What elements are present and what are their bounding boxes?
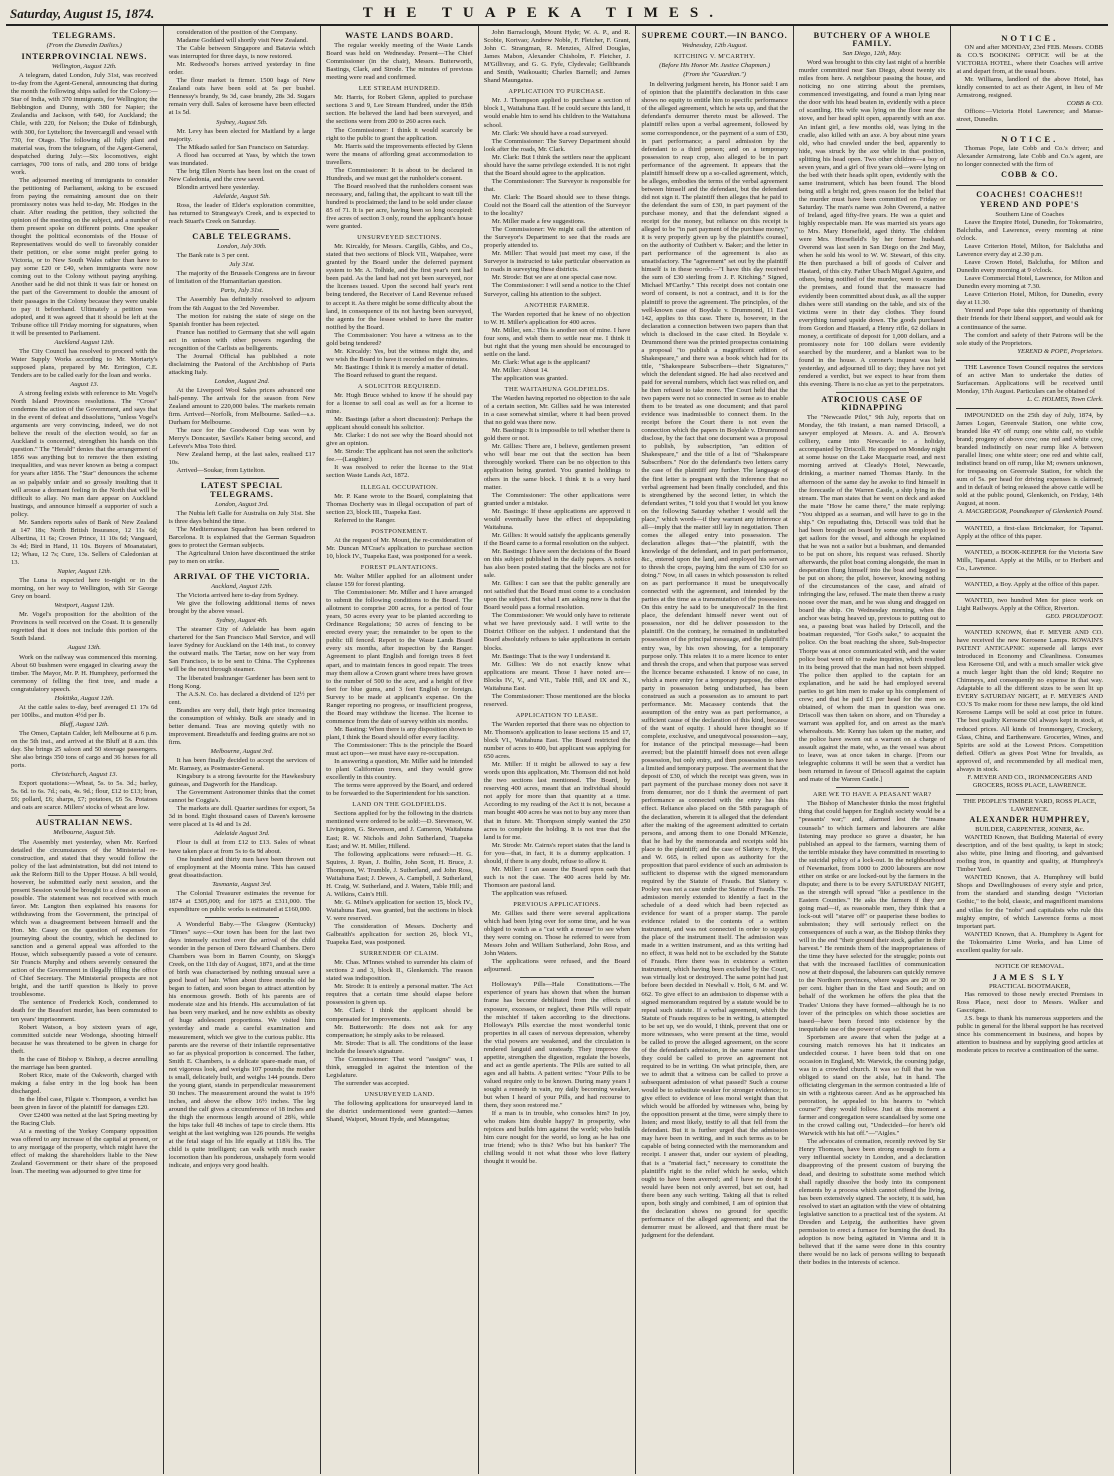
section-heading: TELEGRAMS. bbox=[52, 31, 117, 40]
newspaper-title: THE TUAPEKA TIMES. bbox=[362, 5, 724, 21]
section-heading: CABLE TELEGRAMS. bbox=[192, 232, 292, 242]
divider bbox=[205, 917, 278, 918]
column-2 bbox=[164, 26, 322, 1474]
paragraph: Robert Watson, a boy sixteen years of age, committed suicide near Wodonga, shooting himself because he was threatened to be given in charge for theft. bbox=[11, 1023, 158, 1055]
paragraph: In the case of Bishop v. Bishop, a decree annulling the marriage has been granted. bbox=[11, 1055, 158, 1071]
dateline: Tasmania, August 3rd. bbox=[212, 880, 272, 888]
advertisement bbox=[956, 593, 1103, 625]
ad-title: NOTICE. bbox=[1001, 33, 1059, 43]
paragraph: Kingsbury is a strong favourite for the Hawkesbury guineas, and Dagworth for the Handicap. bbox=[168, 773, 316, 789]
paragraph: Mr. Miller, sen.: This is another son of mine. I have four sons, and wish them to settle near me. I think it but right that the young men should be encouraged to settle on the land. bbox=[483, 326, 631, 358]
paragraph: The surrender was accepted. bbox=[334, 1079, 410, 1087]
subheading: LEE STREAM HUNDRED. bbox=[358, 85, 441, 93]
paragraph: Mr. Strode: The applicant has not seen the solicitor's fee.—(Laughter.) bbox=[326, 448, 473, 464]
paragraph: Mr. Gillies: We do not exactly know what applications are meant. Those I have noted are—Blocks IV., V., and VII., Table Hill, and IX and X., Waitahuna East. bbox=[483, 660, 631, 692]
paragraph: Mr. Miller: That would just meet my case, if the Surveyor is instructed to take particular observation as to roads in surveying these districts. bbox=[483, 250, 631, 274]
column-3 bbox=[321, 26, 479, 1474]
paragraph: The Commissioner: Those mentioned are the blocks reserved. bbox=[483, 692, 631, 708]
dateline: July 31st. bbox=[229, 261, 255, 269]
column-7-advertisements bbox=[951, 26, 1108, 1474]
paragraph: Blondin arrived here yesterday. bbox=[176, 183, 260, 191]
paragraph: A flood has occurred at Yass, by which the town was inundated. bbox=[168, 151, 316, 167]
court-note: (Before His Honor Mr. Justice Chapman.) bbox=[659, 62, 771, 70]
ad-signature: F. MEYER AND CO., IRONMONGERS AND GROCERS, ROSS PLACE, LAWRENCE. bbox=[967, 773, 1093, 789]
paragraph: The application was refused. bbox=[491, 889, 568, 897]
subheading: ANOTHER FARMER. bbox=[524, 301, 590, 309]
paragraph: Mr. Strode: It is entirely a personal matter. The Act requires that a certain time should elapse before possession is given up. bbox=[326, 983, 473, 1007]
ad-body: Leave Commercial Hotel, Lawrence, for Milton and Dunedin every morning at 7.30. bbox=[956, 275, 1104, 291]
subheading: KITCHING V. M'CARTHY. bbox=[673, 53, 756, 61]
paragraph: The Commissioner: You have a witness as to the gold being tendered? bbox=[326, 331, 473, 347]
paragraph: Mr. Gillies: It would satisfy the applicants generally if the Board came to a formal resolution on the subject. bbox=[483, 531, 631, 547]
paragraph: If a man is in trouble, who consoles him? In joy, who makes him double happy? In prosperity, who rejoices and builds him against the world; who builds him cure nought for the world, so long as he has one true friend; who is this? Who but his banker? The chilling would it not what those who love flattery thought it would be. bbox=[483, 1110, 631, 1166]
paragraph: The Nubia left Galle for Australia on July 31st. She is three days behind the time. bbox=[168, 509, 316, 525]
dateline: London, August 2nd. bbox=[214, 377, 270, 385]
paragraph: The race for the Goodwood Cup was won by Merry's Doncaster, Saville's Kaiser being second, and Lefevre's Miss Toto third. bbox=[168, 427, 316, 451]
paragraph: The flour market is firmer. 1500 bags of New Zealand oats have been sold at 5s per bushel. Hennessy's brandy, 9s 3d, case brandy, 28s 3d. Sugars remain very dull. Sales of kerosene have been effected at 1s 5d. bbox=[168, 77, 316, 117]
paragraph: Robert Rice, mate of the Oakworth, charged with making a false entry in the log book has been discharged. bbox=[11, 1071, 158, 1095]
paragraph: It has been finally decided to accept the services of Mr. Ramsey, as Postmaster-General. bbox=[168, 756, 316, 773]
paragraph: Ross, the leader of Elder's exploration committee, has returned to Strangway's Creek, and is expected to reach Stuart's Creek on Saturday. bbox=[168, 201, 316, 226]
paragraph: Mr. Clark: What age is the applicant? bbox=[491, 358, 591, 366]
subheading: UNSURVEYED LAND. bbox=[364, 1090, 435, 1098]
paragraph: The Commissioner: It is about to be declared in Hundreds, and we must get the runholder's consent. bbox=[326, 166, 473, 182]
paragraph: A telegram, dated London, July 31st, was received to-day from the Agent-General, announcing that during the month the following ships sailed for the Colony:—Star of India, with 370 immigrants, for Wellington; the Bebbington and Dunny, with 380 for Napier; the Zealandia and Jackson, with 640, for Auckland; the Chile, with 220, for Nelson; the Duke of Edinburgh, with 300, for Lyttelton; the Invercargill and vessel with 730, for Otago. The following all fully plant and material was, from the telegram, of the Agent-General, despatched during July:—Six locomotives, eight carriages, 700 tons of rails, and 280 tons of bridge work. bbox=[11, 72, 158, 176]
subheading: ARE WE TO HAVE A PEASANT WAR? bbox=[812, 791, 932, 799]
paragraph: Mr. Bastings: If these applications are approved it would eventually have the effect of depopulating Waitahuna. bbox=[483, 507, 631, 531]
paragraph: The "Newcastle Pilot," 9th July, reports that on Monday, the 6th instant, a man named Driscoll, a sawyer employed at Messrs. A. and A. Brown's colliery, came into Newcastle to a holiday, accompanied by Driscoll. He stopped on Monday night at some house on the Lake Macquarie road, and next morning arrived at Cleady's Hotel, Newcastle, drinking, a mariner named Thomas Hardy. In the afternoon of the same day he awoke to find himself in the forecastle of the Warren Castle, a ship lying in the stream. The man states that he went on deck and asked the mate "How he came there," the mate replying: "You shipped as a seaman, and will have to go in the ship." On repudiating this, Driscoll was told that he had been brought on board by some one employed to get sailors for the vessel, and although he explained that he was not a sailor but a bushman, and demanded to be put on shore, his request was refused. Shortly afterwards, the pilot boat coming alongside, the man in desperation flung himself into the boat and begged to be put on shore; the pilot, however, knowing nothing of the circumstances of the case, and afraid of infringing the law, refused. The mate then threw a rusty noose over the man, and he was slung and dragged on board the ship. On Wednesday morning, when the anchor was being heaved up, previous to putting out to sea, a passing boat was hailed by Driscoll, and the boatman requested, "for God's sake," to acquaint the police. On the boat reaching the shore, Sub-Inspector Thorpe was at once communicated with, and the water police boat went off to make inquiries, which resulted in its being proved that the man had not been shipped. The police then applied to the captain for an explanation, and he said he had employed several parties to get him men to make up his complement of crew; and that he paid £1 per head for the men so obtained, of whom the man in question was one. Driscoll was then taken on shore, and on Thursday a warrant was applied for, and on arrest as the man's whereabouts. Mr. Kenny has taken up the matter, and the police have sworn out a warrant on a charge of assault against the mate, who, as the vessel was about to leave, was at once taken in charge. [From our telegraphic columns it will be seen that a verdict has been returned in favour of Driscoll against the captain and mate of the Warren Castle.] bbox=[798, 414, 946, 784]
ad-body: Mr. Williams, landlord of the above Hotel, has kindly consented to act as their Agent, in lieu of Mr Armstrong, resigned. bbox=[956, 76, 1104, 100]
paragraph: The Board resolved that the runholders consent was necessary, and, failing that, the applicant to wait till the hundred is proclaimed; the land to be sold under clause 85 of 71. It is per acre, having been so long occupied: five acres of section 3 only, round the applicant's house were granted. bbox=[326, 182, 473, 231]
subheading: APPLICATION TO LEASE. bbox=[515, 711, 599, 719]
column-5 bbox=[636, 26, 794, 1474]
dateline: Adelaide August 3rd. bbox=[214, 830, 270, 838]
paragraph: We give the following additional items of news brought by the above vessel. bbox=[168, 600, 316, 616]
dateline: Christchurch, August 13. bbox=[51, 771, 118, 779]
subheading: POSTPONEMENT. bbox=[371, 527, 428, 535]
paragraph: The Mediterranean Squadron has been ordered to Barcelona. It is explained that the German Squadron goes to protect the German subjects. bbox=[168, 525, 316, 549]
paragraph: Mr. Sanders reports sales of Bank of New Zealand at 147 18s; North British Insurance, 12 11s 6d; Albertina, 11 6s; Crown Prince, 11 10s 6d; Vanguard, 3s 4d; Bird in Hand, 11 10s. Buyers of Moanataiari, 12; Whau, 12 7s; Cure, 13s. Sellers of Caledonian at 13. bbox=[11, 518, 158, 566]
divider bbox=[836, 392, 909, 393]
masthead bbox=[6, 0, 1108, 26]
columns bbox=[6, 26, 1108, 1474]
ad-body: Leave Criterion Hotel, Milton, for Balclutha and Lawrence every day at 2.30 p.m. bbox=[956, 243, 1104, 259]
paragraph: The following applications for unsurveyed land in the district undermentioned were granted:—James Shand, Waipori, Mount Hyde, and Maungatua; bbox=[326, 1100, 473, 1124]
paragraph: Mr. Kircaldy: Yes, but the witness might die, and we wish the Board to have it recorded on the minutes. bbox=[326, 347, 473, 363]
section-heading: ATROCIOUS CASE OF KIDNAPPING bbox=[821, 395, 924, 413]
paragraph: Mr. Miller: I can assure the Board upon oath that such is not the case. The 400 acres held by Mr. Thomson are pastoral land. bbox=[483, 865, 631, 889]
paragraph: It was resolved to refer the license to the 91st section Waste Lands Act, 1872. bbox=[326, 464, 473, 480]
subheading: A SOLICITOR REQUIRED. bbox=[357, 382, 441, 390]
advertisement bbox=[956, 959, 1103, 1060]
paragraph: The Bank rate is 3 per cent. bbox=[176, 252, 250, 260]
paragraph: Mr. Bastings: It is impossible to tell whether there is gold there or not. bbox=[483, 427, 631, 443]
paragraph: Mr. Levy has been elected for Maitland by a large majority. bbox=[168, 127, 316, 143]
paragraph: The advocates of cremation, recently revived by Sir Henry Thomson, have been strong enough to form a very influential society in London, and a declaration disapproving of the present custom of burying the dead, and desiring to substitute some method which shall rapidly dissolve the body into its component elements by a process which cannot offend the living, has been extensively signed. The society, it is said, has resolved to start an agitation with the view of obtaining legislative sanction to a practical test of the system. At Dresden and Leipzig, the authorities have given permission to erect a furnace for burning the dead. Its adoption is now being agitated in Vienna and it is believed that if the same were done in this country there would be no lack of persons willing to bequeath their bodies in the interests of science. bbox=[798, 1138, 946, 1267]
paragraph: The Cable between Singapore and Batavia which was interrupted for three days, is now restored. bbox=[168, 45, 316, 61]
ad-heading: JAMES SLY bbox=[992, 971, 1067, 982]
paragraph: The Government Astronomer thinks that the comet cannot be Coggia's. bbox=[168, 789, 316, 805]
section-heading: AUSTRALIAN NEWS. bbox=[35, 818, 133, 828]
dateline: Wednesday, 12th August. bbox=[681, 42, 748, 50]
paragraph: The Assembly met yesterday, when Mr. Kerford detailed the circumstances of the Ministerial re-construction, and stated that they would follow the policy of the last administration, but did not intend to ask the Reform Bill to the Upper House. A bill would, however, be submitted early next session, and the present Session would be brought to a close as soon as possible. The statement was not received with much favor. Mr. Langton then explained his reasons for withdrawing from the Government, the principal of which was a disagreement between himself and the Hon. Mr. Casey on the question of expenses for journeying about the country, which he declined to sanction and a general appeal was afforded to the House, which subsequently passed a vote of censure. Sir Francis Murphy and others severely censured the action of the Government in illegally filling the office of Chief Secretary. The Ministerial prospects are not bright, and the tariff question is likely to prove troublesome. bbox=[11, 838, 158, 999]
divider bbox=[205, 478, 278, 479]
paragraph: Holloway's Pills—Hale Constitutions.—The experience of years has shown that when the human frame has become debilitated from the effects of exposure, excesses, or neglect, these Pills will repair the mischief if taken according to the directions. Holloway's Pills exercise the most wonderful tonic properties in all cases of nervous depression, whereby the vital powers are weakened, and the circulation is rendered languid and unsteady. They improve the appetite, strengthen the digestion, regulate the bowels, and act as gentle aperients. The Pills are suited to all ages and all habits. A patient writes: "Your Pills to be valued require only to be known. During many years I sought a remedy in vain, my daily becoming weaker, but when I heard of your Pills, and had recourse to them, they soon restored me." bbox=[483, 981, 631, 1110]
paragraph: The A.S.N. Co. has declared a dividend of 12½ per cent. bbox=[168, 690, 316, 706]
dateline: August 13th. bbox=[67, 644, 101, 652]
paragraph: The Commissioner: That word "assigns" was, I think, smuggled in against the intention of the Legislature. bbox=[326, 1055, 473, 1079]
dateline: London, July 30th. bbox=[217, 243, 267, 251]
paragraph: The motion for raising the state of siege on the Spanish frontier has been rejected. bbox=[168, 312, 316, 328]
dateline: Auckland August 12th. bbox=[54, 338, 115, 346]
paragraph: The regular weekly meeting of the Waste Lands Board was held on Wednesday. Present—The Chief Commissioner (in the chair), Messrs. Butterworth, Bastings, Clark, and Strode. The minutes of previous meeting were read and confirmed. bbox=[326, 42, 473, 82]
paragraph: Mr. Clark: But I think the settlers near the applicant should have the same privilege extended. It is not right that the Board should agree to the application. bbox=[483, 153, 631, 177]
paragraph: Mr. Kircaldy, for Messrs. Cargills, Gibbs, and Co., stated that two sections of Block VII., Waipahee, were granted by the Board under the deferred payment system to Mr. A. Tolhide, and the first year's rent had been paid. As the land had not yet been surveyed, nor the licenses issued. Upon the second half year's rent being tendered, the Receiver of Land Revenue refused to accept it. As there might be some difficulty about the land, in consequence of its not having been surveyed, the agents for the lessee wished to have the matter notified by the Board. bbox=[326, 243, 473, 331]
paragraph: Mr. Chas. M'Innes wished to surrender his claim of sections 2 and 3, block II., Glenkenich. The reason stated was indisposition. bbox=[326, 959, 473, 983]
subheading: THE WAITAHUNA GOLDFIELDS. bbox=[504, 386, 610, 394]
paragraph: The Commissioner: We might call the attention of the Surveyor's Department to see that the roads are properly attended to. bbox=[483, 226, 631, 250]
paragraph: The Warden reported that there was no objection to Mr. Thomson's application to lease sections 15 and 17, block VI., Waitahuna East. The Board restricted the number of acres to 400, but applicant was applying for 650 acres. bbox=[483, 720, 631, 761]
section-heading: BUTCHERY OF A WHOLE FAMILY. bbox=[813, 31, 931, 49]
paragraph: The Warden having reported no objection to the sale of a certain section, Mr. Gillies said he was interested in a case somewhat similar, where it had been proved that no gold was there now. bbox=[483, 395, 631, 427]
dateline: Auckland, August 12th. bbox=[211, 583, 273, 590]
ad-title: NOTICE. bbox=[1001, 133, 1059, 144]
dateline: Melbourne, August 3rd. bbox=[210, 747, 274, 755]
dateline: Hokitika, August 12th. bbox=[54, 694, 114, 702]
paragraph: In answering a question, Mr. Miller said he intended to plant Californian trees, and they would grow excellently in this country. bbox=[326, 758, 473, 782]
ad-body: Offices:—Victoria Hotel Lawrence; and Manse-street, Dunedin. bbox=[956, 108, 1104, 124]
advertisement bbox=[956, 521, 1103, 545]
paragraph: The liberated bushranger Gardener has been sent to Hong Kong. bbox=[168, 674, 316, 690]
divider bbox=[205, 569, 278, 570]
section-heading: SUPREME COURT.—IN BANCO. bbox=[641, 31, 788, 40]
paragraph: Mr. P. Kane wrote to the Board, complaining that Thomas Docherty was in illegal occupation of part of section 23, block III., Tuapeka East. bbox=[326, 492, 473, 516]
ad-title: NOTICE OF REMOVAL. bbox=[995, 962, 1065, 970]
dateline: Sydney, August 5th. bbox=[216, 118, 268, 126]
paragraph: Mr. Miller: About 14. bbox=[491, 366, 549, 374]
advertisement bbox=[956, 129, 1103, 185]
ad-subheading: BUILDER, CARPENTER, JOINER, &c. bbox=[975, 826, 1085, 834]
advertisement bbox=[956, 794, 1103, 959]
paragraph: Word was brought to this city last night of a horrible murder committed near San Diego, about twenty six miles from here. A neighbour passing the house, and noticing no one stirring about the premises, commenced investigating, and found a man lying near the door with his head beaten in, evidently with a piece of scantling. His wife was lying on the floor near the stove, and her head split open, apparently with an axe. An infant girl, a few months old, was lying in the cradle, also killed with an axe. A boy about nine years old, who had crawled under the bed, apparently to hide, was struck by the axe while in that position, splitting his head open. Two other children—a boy of seven years, and a girl of five years old—were lying on the bed with their heads split open, evidently with the same instrument, which has been found. The blood being still a bright red, gives reason for the belief that the murder must have been committed on Friday or Saturday. The man's name was John Overend, a native of Ireland, aged fifty-five years. He was a quiet and highly respectable man. He was married six years ago to Mrs. Mary Horsefield, aged thirty. The children were Mrs. Horsefield's by her former husband. Overend was last seen in San Diego on the 2nd May, when he sold his wool to W. W. Stewart, of this city. He then purchased a bill of goods of Culver and Hastard, of this city. Father Ubach Miguel Aguirre, and others, being notified of the murder, went to examine the premises, and found that the massacre had evidently been committed about dusk, as all the supper dishes were still standing on the table, and six of the victims were in their day clothes. They found everything turned upside down. The goods purchased from Gordon and Hastard, a Henry rifle, 62 dollars in money, a certificate of deposit for 1,000 dollars, and a promissory note for 100 dollars were evidently searched by the murderer, and a blanket was to be found in the house. A coroner's inquest was held yesterday, and adjourned till to day; they have not yet rendered a verdict, but we expect to hear from them this evening. There is no clue as yet to the perpetrators. bbox=[798, 59, 946, 389]
ad-body: The comfort and safety of their Patrons will be the sole study of the Proprietors. bbox=[956, 331, 1104, 347]
paragraph: Mr. Basting: When there is any disposition shown to plant, I think the Board should offer every facility. bbox=[326, 725, 473, 741]
dateline: Sydney, August 4th. bbox=[216, 617, 268, 625]
paragraph: Mr. Walter Miller applied for an allotment under clause 159 for forest planting. bbox=[326, 573, 473, 589]
paragraph: Sportsmen are aware that when the judge at a coursing match removes his hat it indicates an undecided course. I have been told that on one occasion in England, Mr. Warwick, the coursing judge, was in a crowded church. It was so full that he was obliged to stand on the aisle, hat in hand. The officiating clergyman in the sermon contrasted a life of sin with a righteous career. And as he approached his peroration, he appealed to his hearers to "which course?" they would follow. Just at this moment a farmer and congregation were scandalised by some one in the crowd calling out, "Undecided—for here's old Warwick with his hat off."—"Aigles." bbox=[798, 1033, 946, 1138]
paragraph: The Commissioner: This is the principle the Board must act upon—we must have easy re-occupation. bbox=[326, 741, 473, 758]
paragraph: consideration of the position of the Company. bbox=[176, 29, 298, 36]
paragraph: Mr. Miller: If it might be allowed to say a few words upon this application, Mr. Thomson did not hold the two sections last mentioned. The Board, by reserving 400 acres, meant that an individual should not apply for more than that quantity at a time. According to my reading of the Act it is not, because a man bought 400 acres he was not to buy any more than that in future. Mr. Thompson simply wanted the 250 acres to complete the holding. It is not true that the land is for me. bbox=[483, 761, 631, 841]
paragraph: Referred to the Ranger. bbox=[334, 516, 396, 524]
divider bbox=[205, 229, 278, 230]
dateline: Bluff, August 12th. bbox=[59, 720, 109, 728]
paragraph: New Zealand hemp, at the last sales, realised £17 10s. bbox=[168, 451, 316, 467]
paragraph: The terms were approved by the Board, and ordered to be forwarded to the Superintendent for his sanction. bbox=[326, 782, 473, 798]
paragraph: The Bishop of Manchester thinks the most frightful thing that could happen for English society would be a "peasants' war;" and, alarmed lest the "insane counsels" to which farmers and labourers are alike listening may produce so grave a disaster, he has published an appeal to the farmers, warning them of the terrible mistake they have committed in resorting to the suicidal policy of a lock-out. In the neighbourhood of Newmarket, from 1000 to 2000 labourers are now either on strike or are locked-out by the farmers in the dispute; and there is to be every SATURDAY NIGHT, as the strength will spread "like a pestilence in the Eastern Counties." He asks the farmers if they are going mad—if, as reasonable men, they think that a lock-out will "starve off" or pauperise these bodies to submission; they will seriously reflect on the consequences of such a war, as the Bishop thinks they will in the end "their ground their stock, gather in their harvest." He reminds them of the inappropriateness of the time they have selected for the struggle; points out that with the increased facilities of communication now at their disposal, the labourers can quickly remove to the Northern provinces, where wages are 20 or 30 per cent. higher than in the East and South; and on behalf of the workmen he offers the plea that the Trades' Unions they have formed—although he is no lover of the principles on which those societies are based—have been forced into existence by the inequitable use of the power of capital. bbox=[798, 800, 946, 1033]
ad-heading: ALEXANDER HUMPHREY, bbox=[969, 814, 1090, 824]
paragraph: The Warden reported that he knew of no objection to W. H. Miller's application for 400 acres. bbox=[483, 310, 631, 326]
ad-body: Leave the Empire Hotel, Dunedin, for Tokomairiro, Balclutha, and Lawrence, every morning at nine o'clock. bbox=[956, 218, 1104, 242]
paragraph: The sentence of Frederick Koch, condemned to death for the Beaufort murder, has been commuted to ten years' imprisonment. bbox=[11, 999, 158, 1023]
paragraph: The Commissioner: I think it would scarcely be right to the public to grant the application. bbox=[326, 126, 473, 142]
column-4 bbox=[479, 26, 637, 1474]
paragraph: Sections applied for by the following in the districts mentioned were ordered to be sold:—D. Stevenson, W. Livingston, G. Stevenson, and J. Cameron, Waitahuna East; R. W. Nichols and John Sutherland, Tuapeka East; and W. H. Miller, Hillend. bbox=[326, 810, 473, 850]
paragraph: Mr. Hugh Bruce wished to know if he should pay for a license to sell coal as well as for a license to mine. bbox=[326, 392, 473, 416]
dateline: Melbourne, August 5th. bbox=[53, 829, 116, 837]
section-heading: WASTE LANDS BOARD. bbox=[345, 31, 454, 40]
ad-body: Leave Crown Hotel, Balclutha, for Milton and Dunedin every morning at 9 o'clock. bbox=[956, 259, 1104, 275]
paragraph: The Board refused to grant the request. bbox=[334, 371, 438, 379]
paragraph: The following applications were refused:—H. G. Squires, J. Ryan, J. Bulfin, John Scott, H. Bruce, J. Thompson, W. Trumble, J. Sutherland, and John Ross, Waitahuna East; J. Dewes, A. Campbell, J. Sutherland, H. Craig, W. Sutherland, and J. Waters, Table Hill; and A. Wilkins, Cain's Hill. bbox=[326, 850, 473, 898]
paragraph: The markets are dull. Quarter sardines for export, 5s 3d in bond. Eight thousand cases of Daven's kerosene were placed at 1s 4d and 1s 2d. bbox=[168, 805, 316, 829]
paragraph: A Wonderful Baby.—The Glasgow (Kentucky) "Times" says:—Our town has been for the last two days intensely excited over the arrival of the child wonder in the person of Dero Edward Chambers. Dero Chambers was born in Barren County, on Skegg's Creek, on the 11th day of August, 1871, and at the time of birth was characterised by nothing unusual save a good head of hair. When about three months old he began to fatten, and soon began to attract attention by his enormous growth. Both of his parents are of moderate size and his friends. His accumulation of fat has been very marked, and he now exhibits as obesity of huge adolescent proportions. We visited him yesterday and made a careful examination and measurement, which we give to the curious public. His parents are the reverse of their infantile representative so far as physical proportion is concerned. The father, Smith E. Chambers, is a delicate spare-made man, of not vigorous look, and weighs 107 pounds; the mother is small, delicately built, and weighs 144 pounds. Dero the young giant, stands in perpendicular measurement 30 inches. The measurement around the waist is 19½ inches, and above the elbow 16½ inches. The leg around the calf gives a circumference of 18 inches and the thigh the enormous length around of 28¾, while the hips take full 48 inches of tape to circle them. His weight at the last weighing was 126 pounds. He weighs at the fetal stage of his life equally at 118¾ lbs. The child is quite intelligent; can walk with much easier locomotion than his ponderous, unshapely form would indicate, and enjoys very good health. bbox=[168, 920, 316, 1170]
paragraph: The steamer City of Adelaide has been again chartered for the San Francisco Mail Service, and will leave Sydney for Auckland on the 14th inst., to convey the outward mails. The Tartar, now on her way from San Francisco, is to be sent to China. The Cyphrenes will be the next through steamer. bbox=[168, 626, 316, 674]
paragraph: Mr. G. Milne's application for section 15, block IV., Waitahuna East, was granted, but the sections in block V. were reserved. bbox=[326, 898, 473, 922]
paragraph: Export quotations:—Wheat, 5s. to 5s. 3d.; barley, 5s. 6d. to 6s. 7d.; oats, 4s. 9d.; flour, £12 to £13; bran, £6; pollard, £6; sharps, £7; potatoes, £6 5s. Potatoes and oats are scarce. Millers' stocks of wheat are low. bbox=[11, 780, 158, 812]
ad-body: IMPOUNDED on the 25th day of July, 1874, by James Logan, Greenvale Station, one white cow, branded like 4Y off rump; one white calf, no visible brand; progeny of above cow; one red and white cow, branded indistinctly on near rump like A between parallel lines; one white steer; one red and white calf, indistinct brand on off rump, like M; owners unknown, for trespassing on Greenvale Station, for which the sum of 5s. per head for driving expenses is claimed; and in default of being released the above cattle will be sold at the public pound, Glenkenich, on Friday, 14th August, at noon. bbox=[956, 411, 1104, 508]
ad-body: Thomas Pope, late Cobb and Co.'s driver; and Alexander Armstrong, late Cobb and Co.'s agent, are no longer connected with the firm of bbox=[956, 144, 1104, 168]
subheading: UNSURVEYED SECTIONS. bbox=[357, 234, 442, 242]
subheading: APPLICATION TO PURCHASE. bbox=[508, 88, 606, 96]
ad-signature: YEREND & POPE, Proprietors. bbox=[1017, 347, 1104, 355]
section-heading: INTERPROVINCIAL NEWS. bbox=[21, 52, 148, 62]
subheading: ILLEGAL OCCUPATION. bbox=[360, 483, 439, 491]
paragraph: The majority of the Brussels Congress are in favour of limitation of the Humanitarian question. bbox=[168, 270, 316, 286]
paragraph: Mr. Clark: I think the applicant should be compensated for improvements. bbox=[326, 1007, 473, 1023]
ad-body: WANTED Known, that A. Humphrey is Agent for the Tokomairiro Lime Works, and has Lime of excellent quality for sale. bbox=[956, 930, 1104, 954]
paragraph: In delivering judgment herein, his Honor said: I am of opinion that the plaintiff's declaration in this case shows no equity to entitle him to specific performance of the alleged agreement, which he sets up, and that the defendant's demurrer thereto must be allowed. The plaintiff relies upon a verbal agreement, followed by some correspondence, or the payment of a sum of £30, in part performance; a parol admission by the defendant to a third person; and on a temporary possession to reap crop, also alleged to be in part performance of the agreement. It appears that the plaintiff himself drew up a so-called agreement, which, he alleges, embodies the terms of the verbal agreement between himself and the defendant, but the defendant did not sign it. The plaintiff then alleges that he paid to the defendant the sum of £30, in part payment of the purchase money, and that the defendant signed a receipt for the money, but reliance on this receipt is alleged to be "in part payment of the purchase money," it is very properly given up by the plaintiff's counsel, on the authority of Cuthbert v. Baker; and the letter in part performance of the agreement is also as unsatisfactory. The "agreement" set out by the plaintiff himself is in these words:—"I have this day received the sum of £30 sterling from J. F. Kitching." Signed, Michael M'Carthy." This receipt does not contain one word of consent, is not a contract, and it is for the plaintiff to prove the agreement. The principles, of the well-known case of Boydale v. Drummond, 11 East 142, applies to this case. There is, however, in the declaration a connection between two papers than that which is disclosed in the case cited. In Boydale v. Drummond there was the printed prospectus containing a proposal "to publish a magnificent edition of Shakespeare," and there was a book which had for its title, "Shakespeare Subscribers—their Signatures," which the defendant signed. He had also received and paid for several numbers, which fact was relied on, and he then refused to take more. The Court held that the two papers were not so connected in sense as to enable them to be treated as one document; and that parol evidence was inadmissible to connect them. In the receipt before the Court there is not even the connection which the papers in Boydale v. Drummond disclose, by the fact that one document was a proposal to publish, by subscription, "an edition of Shakespeare," and the title of a list of "Shakespeare Subscribers." Nor do the defendant's two letters carry the case of the plaintiff any further. The language of the first letter is pregnant with the inference that no verbal agreement had been finally concluded, and this is strengthened by the second letter, in which the defendant writes, "I told you that I would let you know on the following Saturday whether I would sell the place," which words—if they warrant any inference at all—imply that the matter still lay in negotiation. Then comes the alleged entry into possession. The declaration alleges that—"the plaintiff, with the knowledge of the defendant, and in part performance, &c., entered upon the land, and employed his servant to thresh the crops, paying him the sum of £30 for so doing." Now, in all cases in which possession is relied on as part performance it must be unequivocally connected with the agreement, and intended by the parties at the time as a transmutation of the possession. On this entry he said to be unequivocal? In the first place, the defendant himself never went out of possession, nor did he deliver possession to the plaintiff. On the contrary, he remained in undisturbed possession of the principal messuage, and the plaintiff's entry was, by his own showing, for a temporary purpose only. This relates it to a mere licence to enter and thresh the crops, and when that purpose was served the licence became exhausted. I know of no case, in which a mere entry for a temporary purpose, the other party in possession being undisturbed, has been construed as such a possession as to amount to part performance. Mr. Macassey contends that the assumption of the entry was as part performance, a sufficient cause of the declaration of this kind, because of the want of equity. I should have thought so if complete, exclusive, and unequivocal possession—say, for instance of the principal messuage—had been averred; but the plaintiff himself does not even allege possession, but only entry, and then possession to have a limited and temporary purpose. The averment that the deposit of £30, of which the receipt was given, was in part payment of the purchase money does not save it from demurrer, nor do I think the averment of part performance as connected with the entry has this effect. Reliance also placed on the 58th paragraph of the declaration, wherein it is alleged that the defendant after the making of the agreement admitted to certain persons, and among them to one Donald M'Kenzie, that he had by the memoranda and receipts sold his place to the plaintiff; and the case of Slattery v. Hyde, and W. 665, is relied upon as authority for the proposition that parol evidence of such an admission is sufficient to dispense with the signed memorandum required by the Statute of Frauds. But Slattery v. Pooley was not a case under the Statute of Frauds. The admission merely extended to identify a fact in the schedule of a deed which had been rejected as evidence for want of a proper stamp. The parole evidence related to the contents of a written instrument, and was not connected in order to supply the place of the instrument itself. The admission was made in a written instrument, and as this writing had no effect, it was held not to be excluded by the Statute of Frauds. Here there was in existence a written instrument, which having been excluded by the Court, was virtually lost or destroyed. The same point had just before been decided in Newhall v. Holt, 6 M. and W. 662. To give effect to an admission to dispense with a signed memorandum required by a statute would be to repeal such statute. If a verbal agreement, which the Statute of Frauds requires to be in writing, is attempted to be set up, we do would, I think, prevent that one or more witnesses, who were present at the time, would be called to prove the alleged agreement, on the score of the defendant's admission, in the same manner that they could be called to prove an agreement not required to be in writing. On what principle, then, are we to admit that a witness can be called to prove a subsequent admission of what passed? Such a course would be to substitute weaker for stronger evidence; to give effect to evidence of less moral weight than that which would be afforded by witnesses who, being by the opposition present at the time, were simply there to listen; and most likely, testify to all that fell from the defendant. But it is further urged that the admission may have been in writing, and in such terms as to be capable of being connected with the memorandum and receipt. I answer that, under our system of pleading, that is a "material fact," necessary to constitute the plaintiff's right to the relief which he seeks, which ought to have been averred; and I have no doubt it would have been not only averred, but set out, had there been any such writing. Taking all that is relied upon, both singly and combined, I am of opinion that the declaration shows no ground for specific performance of the alleged agreement; and that the demurrer must be allowed, and that there must be judgment for the defendant. bbox=[641, 81, 788, 1239]
source-note: (From the Dunedin Dailies.) bbox=[46, 42, 122, 50]
paragraph: The Commissioner: The Survey Department should look after the roads, Mr. Clark. bbox=[483, 137, 631, 153]
paragraph: The Assembly has definitely resolved to adjourn from the 6th August to the 3rd November. bbox=[168, 296, 316, 312]
section-heading: ARRIVAL OF THE VICTORIA. bbox=[173, 571, 311, 581]
ad-title: COACHES! COACHES!! bbox=[976, 189, 1084, 199]
paragraph: Mr. Gillies: There are, I believe, gentlemen present who will bear me out that the section has been thoroughly worked. There can be no objection to this application being granted. You granted holdings to others in the same block. I think it is a very hard matter. bbox=[483, 443, 631, 491]
ad-signature: A. MACGREGOR, Poundkeeper of Glenkenich Pound. bbox=[958, 508, 1104, 516]
advertisement bbox=[956, 360, 1103, 408]
subheading: LAND ON THE GOLDFIELDS. bbox=[352, 801, 447, 809]
source-note: (From the "Guardian.") bbox=[683, 71, 746, 79]
advertisement bbox=[956, 625, 1103, 794]
paragraph: Work on the railway was commenced this morning. About 60 bushmen were engaged in clearing away the timber. The Mayor, Mr. P. H. Humphrey, performed the ceremony of felling the first tree, and made a congratulatory speech. bbox=[11, 653, 158, 693]
subheading: PREVIOUS APPLICATIONS. bbox=[513, 900, 601, 908]
advertisement bbox=[956, 577, 1103, 593]
dateline: Adelaide, August 5th. bbox=[213, 192, 271, 200]
ad-signature: COBB & CO. bbox=[1001, 169, 1059, 179]
paragraph: Mr. J. Thompson applied to purchase a section of block I., Waitahuna East. If he could secure this land, it would enable him to send his children to the Waitahuna school. bbox=[483, 97, 631, 129]
divider bbox=[48, 815, 121, 816]
section-heading: LATEST SPECIAL TELEGRAMS. bbox=[200, 481, 283, 499]
ad-title: THE PEOPLE'S TIMBER YARD, ROSS PLACE, LAWRENCE. bbox=[963, 797, 1097, 813]
divider bbox=[836, 787, 909, 788]
paragraph: The Victoria arrived here to-day from Sydney. bbox=[176, 592, 299, 600]
paragraph: The Commissioner: Mr. Miller and I have arranged to submit the following conditions to the Board. The allotment to comprise 200 acres, for a period of four years, 50 acres every year to be planted according to Ordinance Regulations; 50 acres of fencing to be erected every year; the remainder to be open to the public till fenced. Report to the Waste Lands Board every six months, after inspection by the Ranger. Agreement to plant English and foreign trees 8 feet apart, and to maintain fences in good repair. The trees may them allow a Crown grant where trees have grown to the number of 500 to the acre, and a height of five feet for blue gums, and 3 feet English or foreign. Survey to be made at applicant's expense. On the Ranger reporting no progress, or insufficient progress, the Board may withdraw the license. The license to commence from the date of survey within six months. bbox=[326, 589, 473, 725]
paragraph: The City Council has resolved to proceed with the Water Supply Works according to Mr. Moriarty's supposed plans, prepared by Mr. Errington, C.E. Tenders are to be called early for the loan and works. bbox=[11, 347, 158, 379]
paragraph: The application was granted. bbox=[491, 374, 568, 382]
paragraph: The Agricultural Union have discontinued the strike pay to men on strike. bbox=[168, 549, 316, 565]
paragraph: Mr. Strode: That is all. The conditions of the lease include the lessee's signature. bbox=[326, 1039, 473, 1055]
ad-subheading: PRACTICAL BOOTMAKER, bbox=[989, 982, 1071, 990]
dateline: Wellington, August 12th. bbox=[51, 63, 117, 71]
paragraph: The brig Ellen Norris has been lost on the coast of New Caledonia, and the crew saved. bbox=[168, 167, 316, 183]
paragraph: The Commissioner: The other applications were granted under a mistake. bbox=[483, 491, 631, 507]
paragraph: Mr. Bastings (after a short discussion): Perhaps the applicant should consult his solicitor. bbox=[326, 416, 473, 432]
dateline: Napier, August 12th. bbox=[57, 568, 112, 576]
ad-body: WANTED, a BOOK-KEEPER for the Victoria Saw Mills, Tapanui. Apply at the Mills, or to Herbert and Co., Lawrence. bbox=[956, 548, 1104, 572]
ad-signature: GEO. PROUDFOOT. bbox=[1045, 612, 1104, 620]
paragraph: At the cattle sales to-day, beef averaged £1 17s 6d per 100lbs., and mutton 4½d per lb. bbox=[11, 703, 158, 719]
ad-body: Leave Criterion Hotel, Milton, for Dunedin, every day at 11.30. bbox=[956, 291, 1104, 307]
ad-body: WANTED Known, that A. Humphrey will build Shops and Dwellinghouses of every style and price, from the standard and standing design "Victorian Gothic," to the bold, classic, and magnificent mansions and villas for the "nobs" and capitalists who rule this mighty empire, of which Lawrence forms a most important part. bbox=[956, 874, 1104, 930]
paragraph: Mr. Strode: But we are at one special case now. bbox=[491, 274, 617, 282]
dateline: Westport, August 12th. bbox=[54, 602, 115, 610]
dateline: San Diego, 12th, May. bbox=[842, 50, 902, 58]
paragraph: John Barraclough, Mount Hyde; W. A. P., and R. Scobie, Korivao; Andrew Noble, F. Fletcher, F. Grant, John C. Strangman, R. Menzies, Alfred Douglas, James Mabon, Alexander Chisholm, F. Fletcher, J. M'Gillivray, and G. G. Fyfe, Clydevale; Gellibrands and Smith, Waikouaiti; Charles Barnell; and James Shand Maungatua. bbox=[483, 29, 631, 85]
paragraph: The Mikado sailed for San Francisco on Saturday. bbox=[176, 143, 309, 151]
paragraph: Mr. Clark: We should have a road surveyed. bbox=[491, 129, 608, 137]
ad-body: WANTED KNOWN, that F. MEYER AND CO. have received the new Kerosene Lamps. ROWAIN'S PATENT ANTICAPNIC supersede all lamps ever introduced in Economy and Cleanliness. Consumes less Kerosene Oil, and with a much smaller wick give a much larger light than the old kind; Require no Chimneys, and consequently no expense in that way. Adaptable to all the different sizes to be seen lit up EVERY SATURDAY NIGHT, at F. MEYER'S AND CO.'S To make room for these new lamps, the old kind Kerosene Lamps will be sold at cost price in future. The best quality Kerosene Oil always kept in stock, at reduced prices. All kinds of Ironmongery, Crockery, Glass, China, and Earthenware. Groceries, Wines, and Spirits are sold at the Lowest Prices. Competition defied. Offer's as gives Post Wine for Invalids, as approved of, and recommended by all medical men, always in stock. bbox=[956, 628, 1104, 773]
paragraph: The adjourned meeting of immigrants to consider the petitioning of Parliament, asking to be excused from paying the remaining amount due on their promissory notes was held to-day, Mr. Hodges in the chair. After reading the petition, they solicited the opinion of the meeting on the subject, and a number of them present spoke on different points. One speaker thought the political economists of the House of Representatives would do well to favorably consider their petition, or else some might prefer going to Victoria, or to New South Wales rather than have to pay some £20 or £40, when immigrants were now coming out to the Colony without paying anything. Another said he did not think it was fair or honest on the part of the Government to double the amount of their passages in the Colony because they were unable to pay it beforehand. Ultimately a petition was adopted, and it was agreed that it should be left at the Tribune office till Friday morning for signatures, when it will be presented to Parliament. bbox=[11, 176, 158, 337]
paragraph: Mr. Harris said the improvements effected by Glenn were the means of affording great accommodation to travellers. bbox=[326, 142, 473, 166]
ad-body: WANTED Known, that Building Material of every description, and of the best quality, is kept in stock; also white, pine lining and flooring, and galvanised roofing iron, in quantity and quality, at Humphrey's Timber Yard. bbox=[956, 834, 1104, 874]
dateline: August 13. bbox=[70, 380, 99, 388]
ad-body: Yerend and Pope take this opportunity of thanking their friends for their liberal support, and would ask for a continuance of the same. bbox=[956, 307, 1104, 331]
paragraph: Madame Goddard will shortly visit New Zealand. bbox=[176, 37, 308, 45]
ad-subheading: Southern Line of Coaches bbox=[995, 210, 1065, 218]
paragraph: Mr. Miller made a few suggestions. bbox=[491, 218, 586, 226]
paragraph: In the libel case, Filgate v. Thompson, a verdict has been given in favor of the plaintiff for damages £20. bbox=[11, 1096, 158, 1112]
paragraph: The consideration of Messrs. Docherty and Galbraith's application for section 26, block VI., Tuapeka East, was postponed. bbox=[326, 923, 473, 947]
subheading: SURRENDER OF CLAIM. bbox=[359, 950, 440, 958]
paragraph: At the request of Mr. Mount, the re-consideration of Mr. Duncan M'Crae's application to purchase section 10, block IV., Tuapeka East, was postponed for a week. bbox=[326, 536, 473, 560]
paragraph: Mr. Bastings: That is the way I understand it. bbox=[491, 652, 611, 660]
paragraph: Mr. Clarke: I do not see why the Board should not give an opinion. bbox=[326, 432, 473, 448]
paragraph: Mr. Redwood's horses arrived yesterday in fine order. bbox=[168, 61, 316, 77]
dateline: London, August 3rd. bbox=[214, 500, 269, 508]
paragraph: Over £2400 was netted at the last Spring meeting by the Racing Club. bbox=[11, 1112, 158, 1128]
advertisement bbox=[956, 545, 1103, 577]
column-6 bbox=[794, 26, 952, 1474]
paragraph: Mr. Vogel's proposition for the abolition of the Provinces is well received on the Coast. It is generally regretted that it does not include this portion of the South Island. bbox=[11, 611, 158, 643]
paragraph: Mr. Harris, for Robert Glenn, applied to purchase sections 3 and 9, Lee Stream Hundred, under the 85th section. He believed the land had been surveyed, and the sections were from 200 to 260 acres each. bbox=[326, 94, 473, 126]
paragraph: The Colonial Treasurer estimates the revenue for 1874 at £305,000; and for 1875 at £311,000. The expenditure on public works is estimated at £160,000. bbox=[168, 889, 316, 913]
paragraph: The Commissioner: We would only have to reiterate what we have previously said. I will write to the District Officer on the subject. I understand that the Board absolutely refuses to take applications in certain blocks. bbox=[483, 612, 631, 652]
subheading: FOREST PLANTATIONS. bbox=[360, 563, 439, 571]
paragraph: A strong feeling exists with reference to Mr. Vogel's North Island Provinces resolutions. The "Cross" condemns the action of the Government, and says that in the event of defeat and dissolutions, "unless Vogel's arguments are very convincing, indeed, we do not believe the result of the election would, so far as Auckland is concerned, strengthen his hands on this question." The "Herald" denies that the arrangement of 1856 was anything but to remove the then existing inequalities, and was never known as being a compact for years after 1856. The "Star" denounces the scheme as so palpably unfair and so grossly insulting that it will arouse a dormant feeling in the North that will be difficult to allay. No man dare appear on Auckland hustings, and announce himself a supporter of such a policy. bbox=[11, 390, 158, 518]
advertisement bbox=[956, 29, 1103, 129]
dateline: Paris, July 31st. bbox=[220, 287, 264, 295]
paragraph: The Omeo, Captain Calder, left Melbourne at 6 p.m. on the 5th inst., and arrived at the Bluff at 8 a.m. this day. She brings 25 saloon and 50 steerage passengers. She also brings 350 tons of cargo and 36 horses for all ports. bbox=[11, 729, 158, 770]
ad-body: WANTED, a first-class Brickmaker, for Tapanui. Apply at the office of this paper. bbox=[956, 524, 1104, 540]
ad-signature: COBB & CO. bbox=[1066, 100, 1104, 108]
paragraph: Flour is dull at from £12 to £13. Sales of wheat have taken place at from 5s to 6s 9d about. bbox=[168, 839, 316, 855]
ad-body: J.S. begs to thank his numerous supporters and the public in general for the liberal support he has received since his commencement in business, and hopes by attention to business and by supplying good articles at moderate prices to receive a continuation of the same. bbox=[956, 1015, 1104, 1055]
advertisement bbox=[956, 408, 1103, 521]
column-1 bbox=[6, 26, 164, 1474]
paragraph: The Commissioner: I will send a notice to the Chief Surveyor, calling his attention to the subject. bbox=[483, 282, 631, 298]
paragraph: Mr. Gillies: I can see that the public generally are not satisfied that the Board must come to a conclusion upon the subject. But what I am asking now is that the Board would pass a formal resolution. bbox=[483, 580, 631, 612]
paragraph: Mr. Bastings: I have seen the decisions of the Board on this subject published in the daily papers. A notice has also been posted stating that the blocks are not for sale. bbox=[483, 547, 631, 580]
paragraph: The Commissioner: The Surveyor is responsible for that. bbox=[483, 177, 631, 193]
paragraph: At a meeting of the Yorkey Company opposition was offered to any increase of the capital at present, or to any mortgage of the property, which might have the effect of making the shareholders liable to the New Zealand Government or their share of the proposed loan. The meeting was adjourned to give time for bbox=[11, 1128, 158, 1176]
divider bbox=[520, 977, 593, 978]
paragraph: Mr. Gillies said there were several applications which had been lying over for some time, and he was obliged to watch as a "cat with a mouse" to see when they were coming on. Those he referred to were from Messrs John and William Sutherland, John Ross, and John Waters. bbox=[483, 910, 631, 958]
paragraph: Mr. Bastings: I think it is merely a matter of detail. bbox=[334, 363, 469, 371]
paragraph: At the Liverpool Wool Sales prices advanced one half-penny. The arrivals for the season from New Zealand amount to 220,000 bales. The markets remain firm. Arrived—Norfolk, from Melbourne. Sailed—s.s. Durham for Melbourne. bbox=[168, 386, 316, 427]
paragraph: The Journal Official has published a note disclaiming the Pastoral of the Archbishop of Paris attacking Italy. bbox=[168, 352, 316, 376]
ad-heading: YEREND AND POPE'S bbox=[979, 199, 1080, 209]
paragraph: Arrived—Soukar, from Lyttelton. bbox=[176, 467, 266, 475]
advertisement bbox=[956, 185, 1103, 360]
paragraph: Mr. Butterworth: He does not ask for any compensation; he simply asks to be released. bbox=[326, 1023, 473, 1039]
paragraph: One hundred and thirty men have been thrown out of employment at the Moonta mine. This has caused great dissatisfaction. bbox=[168, 855, 316, 879]
issue-date: Saturday, August 15, 1874. bbox=[10, 6, 155, 21]
paragraph: Brandies are very dull, their high price increasing the consumption of whisky. Bulk are steady and in better demand. Teas are moving quietly with no improvement. Breadstuffs and feeding grains are not so firm. bbox=[168, 706, 316, 746]
ad-body: THE Lawrence Town Council requires the services of an active Man to undertake the duties of Surfaceman. Applications will be received until Monday, 17th August. Particulars can be obtained of bbox=[956, 363, 1104, 395]
paragraph: The applications were refused, and the Board adjourned. bbox=[483, 958, 631, 974]
paragraph: Mr. Strode: Mr. Cairns's report states that the land is for you—that, in fact, it is a dummy application. I should, if there is any doubt, refuse to allow it. bbox=[483, 841, 631, 865]
paragraph: The Luna is expected here to-night or in the morning, on her way to Wellington, with Sir George Grey on board. bbox=[11, 577, 158, 601]
ad-body: Has removed to those newly erected Premises in Ross Place, next door to Messrs. Walker and Gascoigne. bbox=[956, 990, 1104, 1015]
ad-signature: L. C. HOLMES, Town Clerk. bbox=[1027, 395, 1104, 403]
ad-body: WANTED, two hundred Men for piece work on Light Railways. Apply at the Office, Riverton. bbox=[956, 596, 1104, 612]
ad-body: ON and after MONDAY, 23rd FEB. Messrs. COBB & CO.'S BOOKING OFFICE will be at the VICTORIA HOTEL, where their Coaches will arrive at and depart from, at the usual hours. bbox=[956, 44, 1104, 76]
paragraph: Mr. Clark: The Board should see to these things. Could not the Board call the attention of the Surveyor to the locality? bbox=[483, 193, 631, 218]
ad-body: WANTED, a Boy. Apply at the office of this paper. bbox=[964, 580, 1100, 588]
paragraph: France has notified to Germany that she will again act in unison with other powers regarding the recognition of the Carlists as belligerents. bbox=[168, 328, 316, 352]
